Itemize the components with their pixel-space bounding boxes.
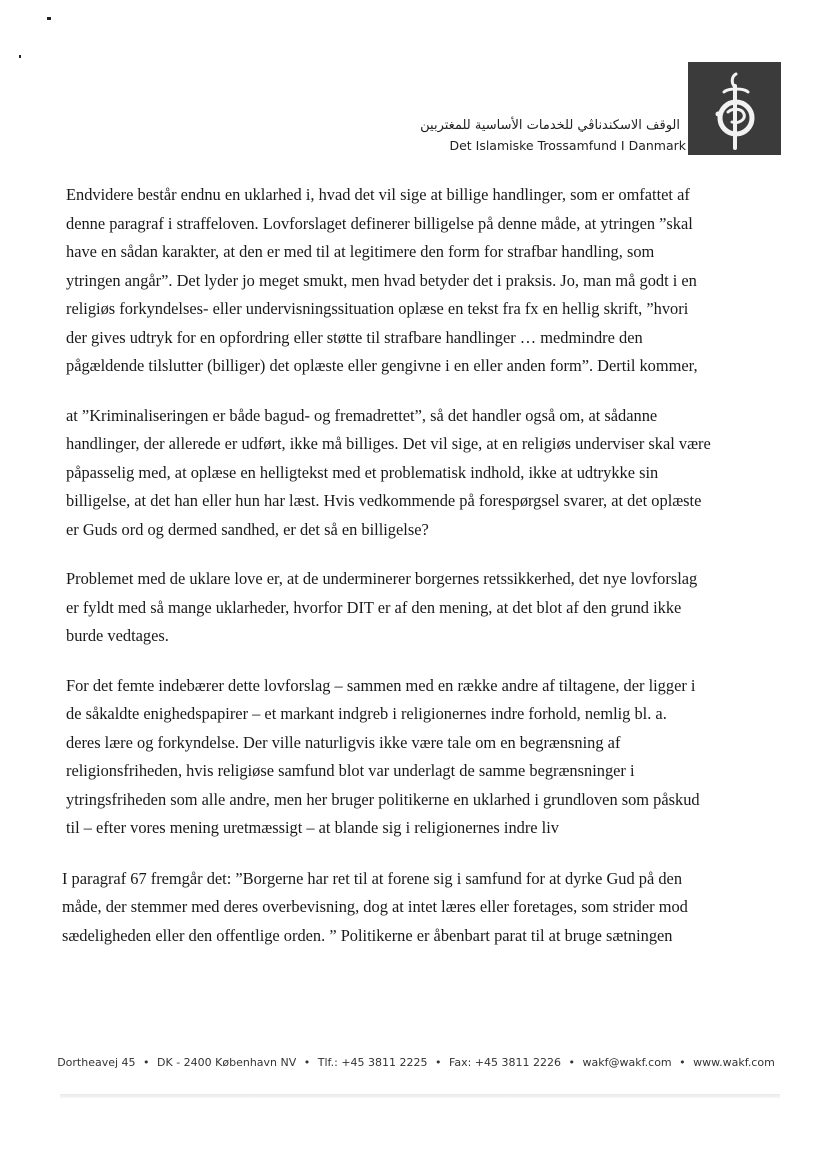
text-line: der gives udtryk for en opfordring eller støtte til strafbare handlinger … medmindre den (66, 327, 643, 347)
text-line: religionsfriheden, hvis religiøse samfund blot var underlagt de samme begrænsninger i (66, 761, 635, 780)
logo (688, 62, 781, 155)
text-line: I paragraf 67 fremgår det: ”Borgerne har ret til at forene sig i samfund for at dyrke Gud på den (62, 868, 683, 888)
text-line: de såkaldte enighedspapirer – et markant indgreb i religionernes indre forhold, nemlig bl. a. (66, 704, 667, 723)
footer-email: wakf@wakf.com (582, 1056, 672, 1069)
text-line: pågældende tilslutter (billiger) det oplæste eller gengivne i en eller anden form”. Dertil kommer, (66, 356, 698, 375)
text-line: sædeligheden eller den offentlige orden. ” Politikerne er åbenbart parat til at bruge sætningen (62, 925, 673, 945)
footer-separator: • (143, 1056, 150, 1069)
text-line: ytringen angår”. Det lyder jo meget smukt, men hvad betyder det i praksis. Jo, man må godt i en (66, 270, 697, 290)
footer-website: www.wakf.com (693, 1056, 775, 1069)
scan-speck (47, 17, 51, 20)
text-line: religiøs forkyndelses- eller undervisningssituation oplæse en tekst fra fx en hellig skrift, ”hvori (66, 299, 689, 318)
footer-separator: • (568, 1056, 575, 1069)
text-line: til – efter vores mening uretmæssigt – at blande sig i religionernes indre liv (66, 818, 559, 837)
text-line: måde, der stemmer med deres overbevisning, dog at intet læres eller foretages, som strider mod (62, 897, 688, 916)
text-line: er fyldt med så mange uklarheder, hvorfor DIT er af den mening, at det blot af den grund ikke (66, 597, 682, 617)
calligraphy-emblem-icon (688, 62, 781, 155)
text-line: Problemet med de uklare love er, at de underminerer borgernes retssikkerhed, det nye lovforslag (66, 569, 698, 588)
org-name-arabic: الوقف الاسكندناڤي للخدمات الأساسية للمغتربين (420, 118, 680, 133)
text-line: have en sådan karakter, at den er med til at legitimere den form for strafbar handling, som (66, 242, 655, 261)
paragraph (66, 672, 766, 843)
paragraph (62, 865, 766, 951)
text-line: denne paragraf i straffeloven. Lovforslaget definerer billigelse på denne måde, at ytringen ”skal (66, 213, 693, 233)
page-footer (0, 1056, 828, 1069)
paragraph (66, 181, 766, 381)
text-line: at ”Kriminaliseringen er både bagud- og fremadrettet”, så det handler også om, at sådanne (66, 405, 658, 425)
scan-speck (19, 55, 21, 58)
paragraph (66, 402, 766, 545)
text-line: deres lære og forkyndelse. Der ville naturligvis ikke være tale om en begrænsning af (66, 732, 621, 752)
footer-phone: Tlf.: +45 3811 2225 (317, 1056, 428, 1069)
text-line: For det femte indebærer dette lovforslag – sammen med en række andre af tiltagene, der ligger i (66, 675, 696, 695)
document-body (62, 181, 766, 950)
text-line: Endvidere består endnu en uklarhed i, hvad det vil sige at billige handlinger, som er omfattet af (66, 185, 690, 204)
scan-edge (60, 1094, 780, 1098)
org-name-danish: Det Islamiske Trossamfund I Danmark (449, 138, 686, 153)
footer-postal: DK - 2400 København NV (157, 1056, 297, 1069)
paragraph (66, 565, 766, 651)
text-line: burde vedtages. (66, 626, 169, 645)
footer-address: Dortheavej 45 (57, 1056, 136, 1069)
text-line: påpasselig med, at oplæse en helligtekst med et problematisk indhold, ikke at udtrykke sin (66, 462, 659, 482)
text-line: billigelse, at det han eller hun har læst. Hvis vedkommende på forespørgsel svarer, at det oplæste (66, 491, 702, 510)
text-line: er Guds ord og dermed sandhed, er det så en billigelse? (66, 519, 429, 539)
footer-separator: • (435, 1056, 442, 1069)
footer-separator: • (303, 1056, 311, 1069)
text-line: handlinger, der allerede er udført, ikke må billiges. Det vil sige, at en religiøs underviser skal være (66, 434, 711, 453)
footer-fax: Fax: +45 3811 2226 (449, 1056, 561, 1069)
text-line: ytringsfriheden som alle andre, men her bruger politikerne en uklarhed i grundloven som påskud (66, 789, 700, 809)
footer-separator: • (679, 1056, 686, 1069)
